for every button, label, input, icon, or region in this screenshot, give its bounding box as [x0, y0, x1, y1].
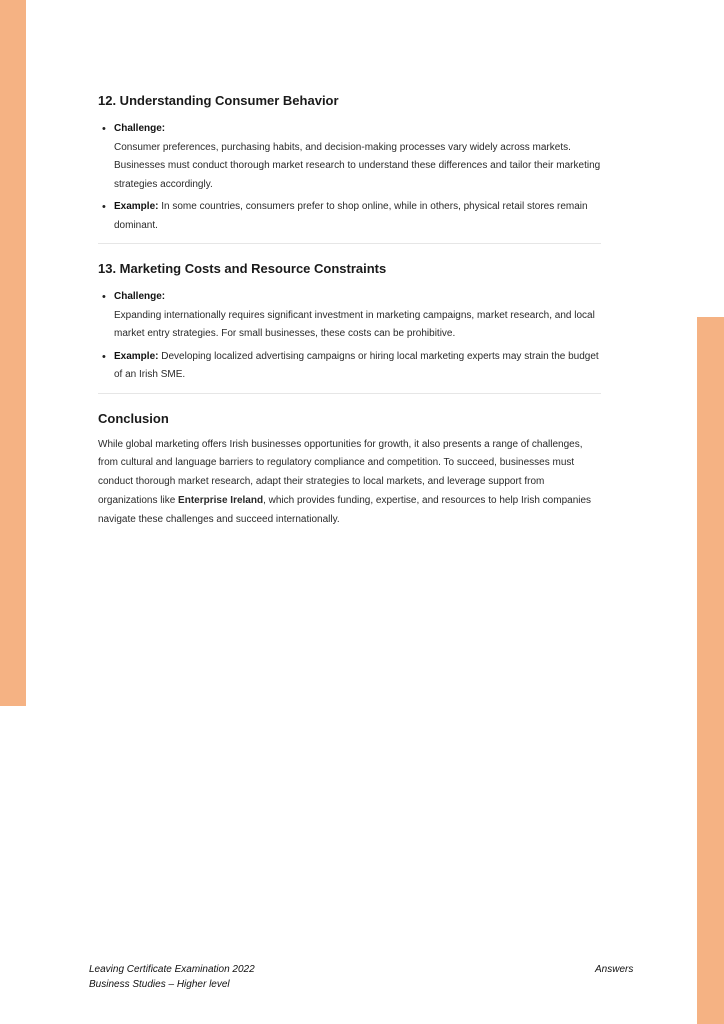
list-item-challenge [114, 120, 601, 194]
section-divider [98, 243, 601, 244]
section-consumer-behavior [98, 92, 601, 235]
conclusion-bold-org: Enterprise Ireland [178, 494, 264, 506]
challenge-label: • Challenge: [114, 291, 166, 302]
footer-answers-label: Answers [595, 964, 634, 975]
bullet-list [98, 288, 601, 385]
conclusion-heading: Conclusion [98, 410, 169, 426]
example-text: Developing localized advertising campaigns or hiring local marketing experts may strain the budget of an Irish SME. [114, 350, 599, 380]
left-accent-bar [0, 0, 26, 706]
list-item-challenge [114, 288, 601, 344]
bullet-list [98, 120, 601, 235]
example-label: Example: [114, 201, 159, 212]
section-heading: 13. Marketing Costs and Resource Constraints [98, 261, 387, 276]
section-marketing-costs [98, 260, 601, 385]
conclusion-section [98, 410, 601, 530]
section-divider [98, 393, 601, 394]
footer-line-2: Business Studies – Higher level [89, 979, 230, 990]
footer-exam-info [89, 962, 255, 992]
challenge-text: Consumer preferences, purchasing habits, and decision-making processes vary widely across markets. Businesses must conduct thorough market research to understand these differences and tailor their marketing strategies accordingly. [114, 141, 601, 190]
conclusion-text-start: While global marketing offers Irish businesses opportunities for growth, it also presents a range of challenges, from cultural and language barriers to regulatory compliance and competition. To succeed, businesses must conduct thorough market research, adapt their strategies to local markets, and leverage support from organizations like [98, 438, 583, 506]
list-item-example [114, 348, 601, 385]
conclusion-text-end: , which provides funding, expertise, and resources to help Irish companies navigate these challenges and succeed internationally. [98, 494, 592, 525]
document-body [98, 92, 601, 529]
list-item-example [114, 198, 601, 235]
right-accent-bar [697, 317, 724, 1024]
challenge-text: Expanding internationally requires significant investment in marketing campaigns, market research, and local market entry strategies. For small businesses, these costs can be prohibitive. [114, 309, 595, 339]
challenge-label: • Challenge: [114, 123, 166, 134]
example-label: Example: [114, 350, 159, 362]
section-heading: 12. Understanding Consumer Behavior [98, 93, 339, 108]
footer-line-1: Leaving Certificate Examination 2022 [89, 964, 255, 975]
example-text: In some countries, consumers prefer to shop online, while in others, physical retail stores remain dominant. [114, 201, 588, 231]
conclusion-paragraph [98, 436, 601, 530]
